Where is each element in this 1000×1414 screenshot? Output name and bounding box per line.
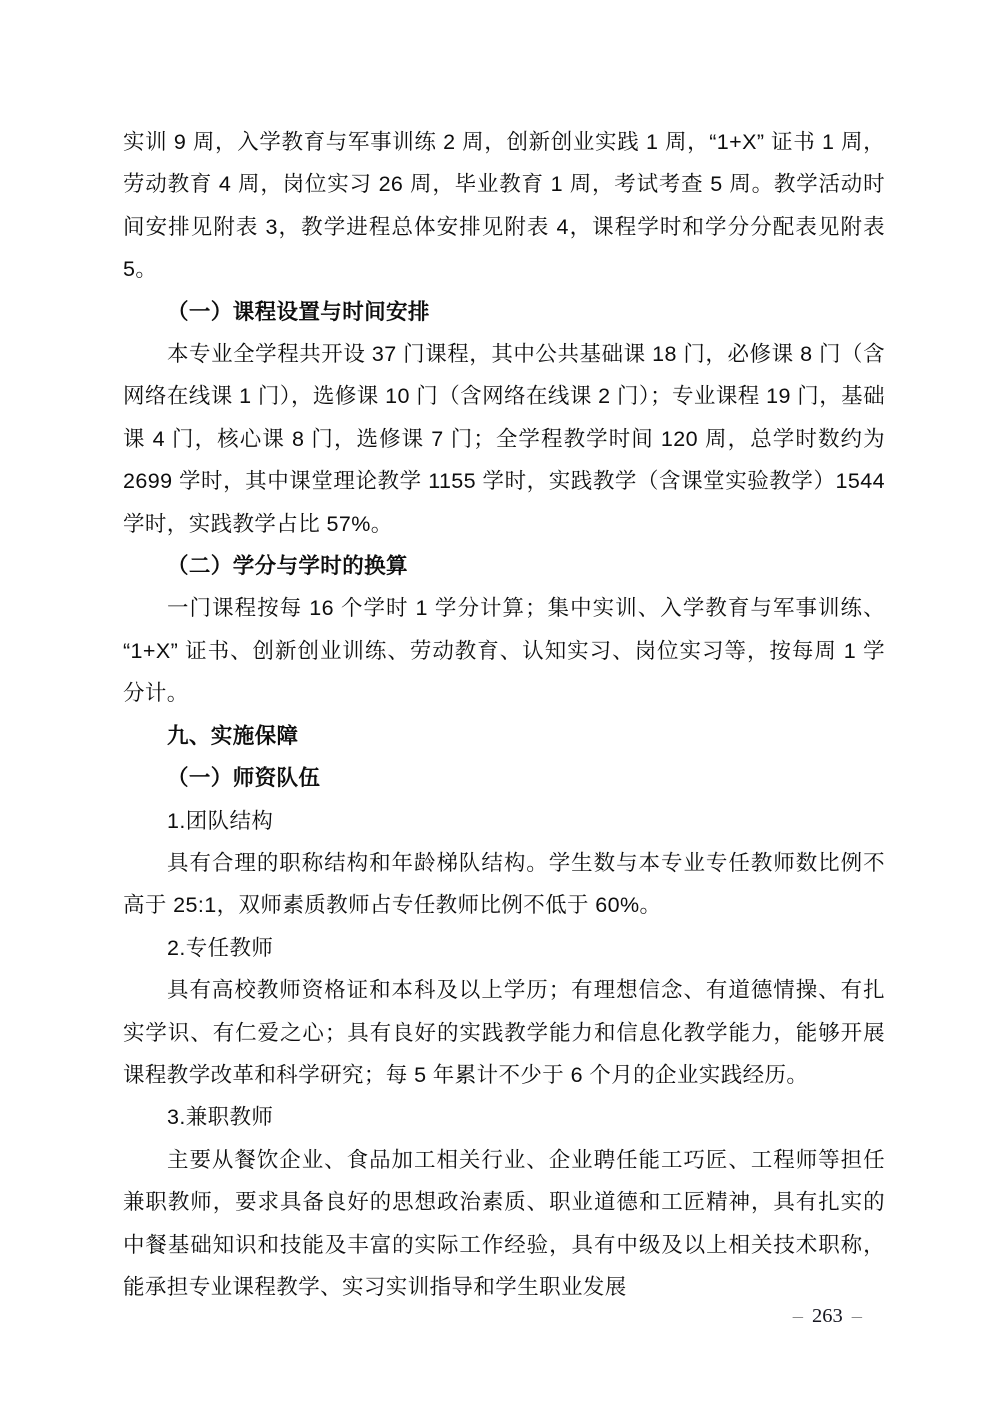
paragraph-parttime-teachers-detail: 主要从餐饮企业、食品加工相关行业、企业聘任能工巧匠、工程师等担任兼职教师，要求具备良好的思想政治素质、职业道德和工匠精神，具有扎实的中餐基础知识和技能及丰富的实际工作经验，具有中级及以上相关技术职称，能承担专业课程教学、实习实训指导和学生职业发展 [123,1147,885,1299]
paragraph-credit-conversion-rule: 一门课程按每 16 个学时 1 学分计算；集中实训、入学教育与军事训练、 “1+X” 证书、创新创业训练、劳动教育、认知实习、岗位实习等，按每周 1 学分计。 [123,596,885,706]
section-heading-course-setup-and-schedule: （一）课程设置与时间安排 [167,299,430,324]
page-number-dash-right: – [851,1305,862,1327]
section-heading-faculty-team: （一）师资队伍 [167,766,321,791]
paragraph-fulltime-teachers-detail: 具有高校教师资格证和本科及以上学历；有理想信念、有道德情操、有扎实学识、有仁爱之心；具有良好的实践教学能力和信息化教学能力，能够开展课程教学改革和科学研究；每 5 年累计不少于 6 个月的企业实践经历。 [123,978,885,1087]
subheading-parttime-teachers: 3.兼职教师 [167,1105,274,1130]
page-number: 263 [812,1305,843,1327]
subheading-fulltime-teachers: 2.专任教师 [167,935,274,960]
page-number-dash-left: – [792,1305,803,1327]
paragraph-course-statistics: 本专业全学程共开设 37 门课程，其中公共基础课 18 门，必修课 8 门（含网络在线课 1 门），选修课 10 门（含网络在线课 2 门）；专业课程 19 门，基础课 4 门，核心课 8 门，选修课 7 门；全学程教学时间 120 周，总学时数约为 2699 学时，其中课堂理论教学 1155 学时，实践教学（含课堂实验教学）1544 学时，实践教学占比 57%。 [123,342,885,536]
document-body [123,121,885,1308]
subheading-team-structure: 1.团队结构 [167,808,274,833]
page-footer [0,1303,1000,1329]
paragraph-weeks-allocation-continued: 实训 9 周，入学教育与军事训练 2 周，创新创业实践 1 周，“1+X” 证书 1 周，劳动教育 4 周，岗位实习 26 周，毕业教育 1 周，考试考查 5 周。教学活动时间安排见附表 3，教学进程总体安排见附表 4，课程学时和学分分配表见附表 5。 [123,130,885,282]
paragraph-team-structure-detail: 具有合理的职称结构和年龄梯队结构。学生数与本专业专任教师数比例不高于 25:1，双师素质教师占专任教师比例不低于 60%。 [123,850,885,918]
section-heading-implementation-guarantee: 九、实施保障 [167,723,299,748]
section-heading-credit-hour-conversion: （二）学分与学时的换算 [167,554,408,579]
